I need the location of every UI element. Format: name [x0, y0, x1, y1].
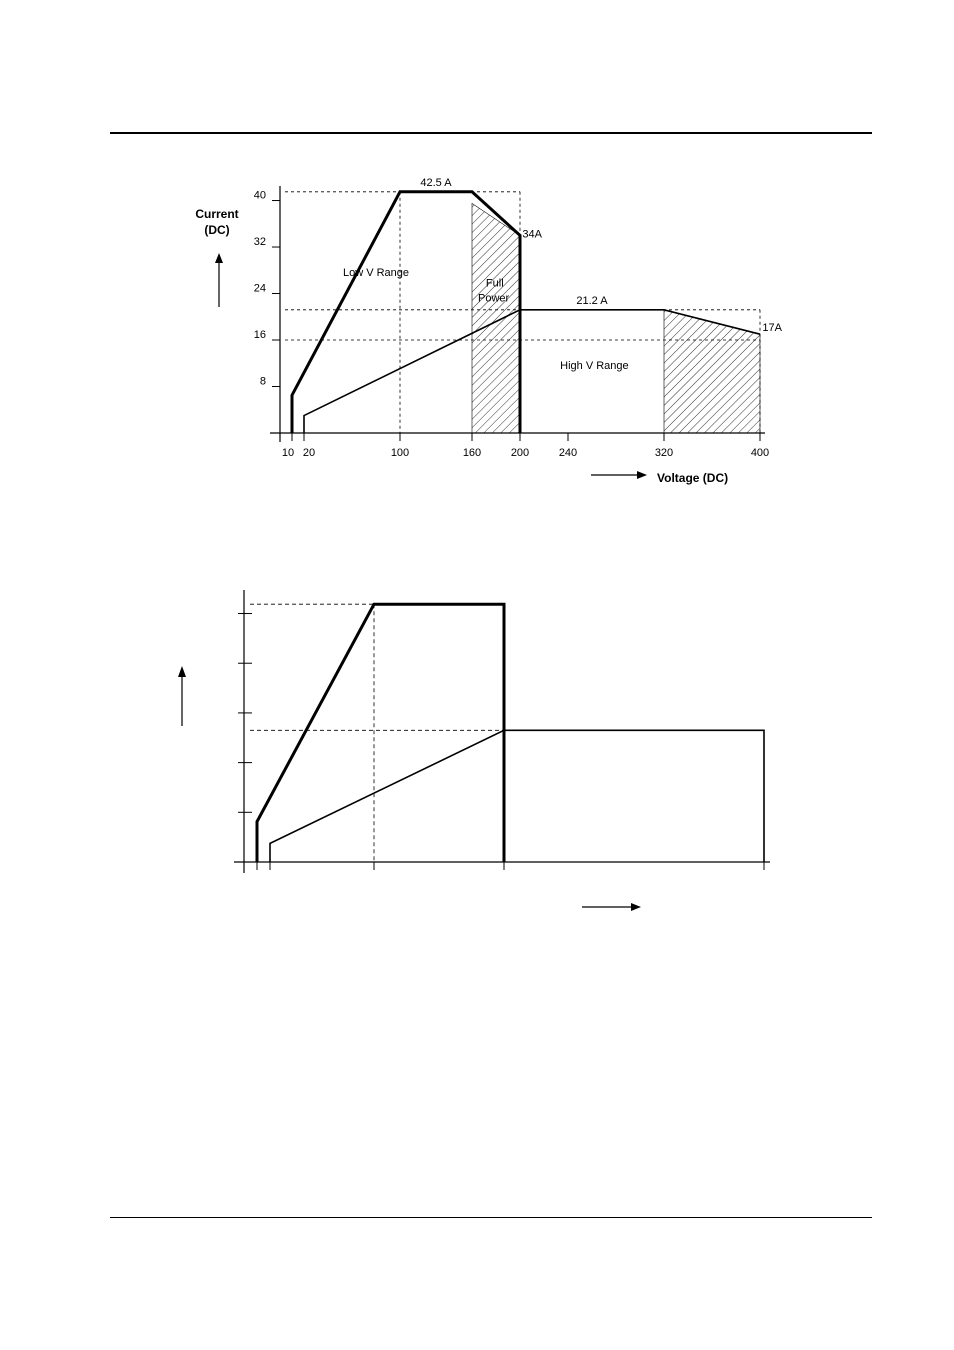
x-axis-title: Voltage (DC)	[657, 471, 729, 485]
top-annotation-4: Low V Range	[342, 267, 410, 280]
top-y-tick-label-4: 40	[253, 189, 266, 202]
top-hatched-region-1	[664, 310, 760, 433]
x-axis-arrow	[591, 471, 647, 479]
bottom-y-axis-arrow	[178, 666, 186, 726]
top-annotation-7: High V Range	[560, 360, 629, 373]
top-x-tick-label-7: 400	[750, 447, 770, 459]
y-axis-arrow	[215, 253, 223, 307]
top-x-tick-label-2: 100	[390, 447, 410, 459]
bottom-x-axis-arrow	[582, 903, 641, 911]
y-axis-title-line1: Current	[195, 207, 239, 221]
bottom-series-line-0	[257, 604, 504, 862]
top-y-tick-label-2: 24	[253, 282, 266, 295]
top-y-tick-label-3: 32	[253, 236, 266, 249]
y-axis-title-line2: (DC)	[204, 223, 230, 237]
top-annotation-5: Full	[485, 277, 504, 290]
top-x-tick-label-0: 10	[281, 447, 295, 459]
top-x-tick-label-3: 160	[462, 447, 482, 459]
bottom-series	[257, 604, 764, 862]
top-x-tick-label-6: 320	[654, 447, 674, 459]
top-annotation-3: 17A	[762, 322, 782, 335]
top-hatched-regions	[472, 203, 760, 433]
top-annotation-6: Power	[478, 292, 510, 305]
top-y-tick-label-0: 8	[259, 375, 266, 388]
top-x-tick-label-4: 200	[510, 447, 530, 459]
bottom-reference-lines	[250, 604, 504, 862]
top-x-tick-label-1: 20	[302, 447, 316, 459]
top-annotation-2: 21.2 A	[576, 294, 608, 307]
bottom-series-line-1	[270, 730, 764, 862]
top-y-tick-label-1: 16	[253, 329, 266, 342]
top-x-tick-label-5: 240	[558, 447, 578, 459]
top-hatched-region-0	[472, 203, 520, 433]
bottom-chart	[178, 590, 770, 911]
top-chart	[195, 177, 782, 485]
top-annotation-1: 34A	[522, 228, 542, 241]
top-annotation-0: 42.5 A	[420, 176, 452, 189]
